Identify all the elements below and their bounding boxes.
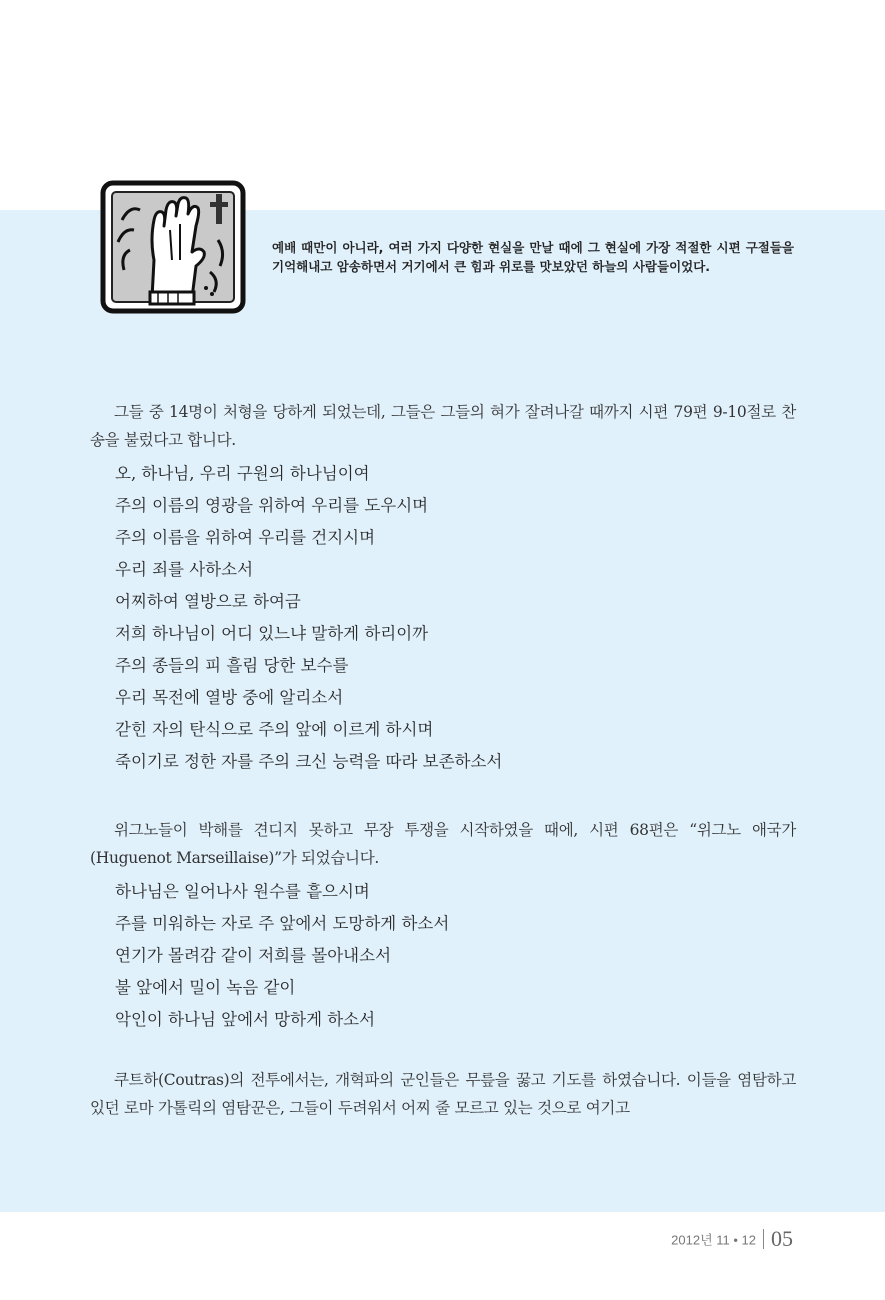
verse-line: 죽이기로 정한 자를 주의 크신 능력을 따라 보존하소서 bbox=[115, 752, 503, 771]
body-paragraph-2 bbox=[90, 816, 796, 872]
praying-hands-cross-icon bbox=[100, 180, 246, 314]
body-paragraph-1 bbox=[90, 398, 796, 454]
emblem-caption: 예배 때만이 아니라, 여러 가지 다양한 현실을 만날 때에 그 현실에 가장 적절한 시편 구절들을 기억해내고 암송하면서 거기에서 큰 힘과 위로를 맛보았던 하늘의 사람들이었다. bbox=[272, 240, 794, 274]
paragraph-text: 그들 중 14명이 처형을 당하게 되었는데, 그들은 그들의 혀가 잘려나갈 때까지 시편 79편 9-10절로 찬송을 불렀다고 합니다. bbox=[90, 403, 796, 449]
verse-line: 갇힌 자의 탄식으로 주의 앞에 이르게 하시며 bbox=[115, 720, 434, 739]
verse-line: 오, 하나님, 우리 구원의 하나님이여 bbox=[115, 464, 370, 483]
page-number: 05 bbox=[771, 1226, 793, 1251]
verse-line: 주의 이름을 위하여 우리를 건지시며 bbox=[115, 528, 376, 547]
verse-line: 연기가 몰려감 같이 저희를 몰아내소서 bbox=[115, 946, 392, 965]
page-footer bbox=[671, 1226, 793, 1252]
paragraph-text: 쿠트하(Coutras)의 전투에서는, 개혁파의 군인들은 무릎을 꿇고 기도를 하였습니다. 이들을 염탐하고 있던 로마 가톨릭의 염탐꾼은, 그들이 두려워서 어찌 줄 모르고 있는 것으로 여기고 bbox=[90, 1071, 796, 1117]
footer-divider bbox=[763, 1229, 764, 1249]
verse-line: 주의 종들의 피 흘림 당한 보수를 bbox=[115, 656, 349, 675]
psalm-79-verse-block bbox=[115, 458, 502, 778]
verse-line: 주를 미워하는 자로 주 앞에서 도망하게 하소서 bbox=[115, 914, 450, 933]
verse-line: 주의 이름의 영광을 위하여 우리를 도우시며 bbox=[115, 496, 429, 515]
verse-line: 어찌하여 열방으로 하여금 bbox=[115, 592, 301, 611]
issue-date: 2012년 11 • 12 bbox=[671, 1232, 756, 1248]
verse-line: 우리 목전에 열방 중에 알리소서 bbox=[115, 688, 344, 707]
verse-line: 악인이 하나님 앞에서 망하게 하소서 bbox=[115, 1010, 376, 1029]
paragraph-text: 위그노들이 박해를 견디지 못하고 무장 투쟁을 시작하였을 때에, 시편 68편은 “위그노 애국가(Huguenot Marseillaise)”가 되었습니다. bbox=[90, 821, 796, 867]
verse-line: 불 앞에서 밀이 녹음 같이 bbox=[115, 978, 296, 997]
body-paragraph-3 bbox=[90, 1066, 796, 1122]
verse-line: 저희 하나님이 어디 있느냐 말하게 하리이까 bbox=[115, 624, 429, 643]
verse-line: 우리 죄를 사하소서 bbox=[115, 560, 254, 579]
psalm-68-verse-block bbox=[115, 876, 449, 1036]
verse-line: 하나님은 일어나사 원수를 흩으시며 bbox=[115, 882, 370, 901]
